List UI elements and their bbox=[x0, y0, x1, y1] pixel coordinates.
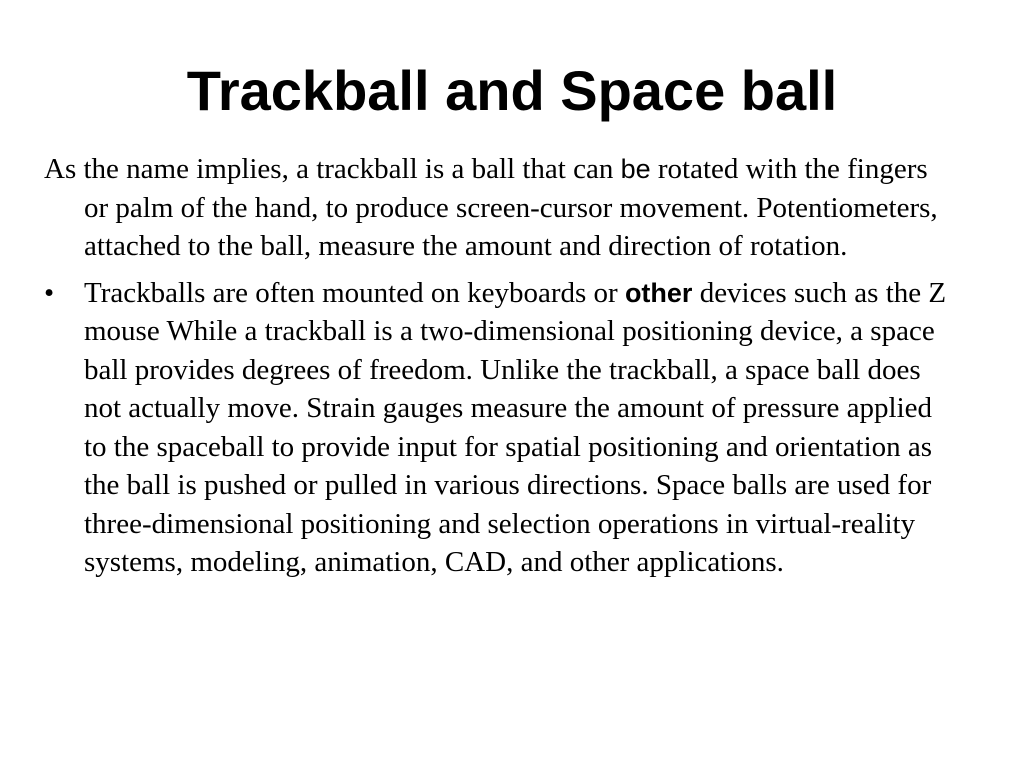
intro-emphasis-word: be bbox=[620, 154, 651, 184]
intro-text-part2: rotated with the fingers or palm of the hand, to produce screen-cursor movement. Potentiometers, attached to the ball, measure the amount and direction of rotation. bbox=[84, 153, 938, 262]
bullet-item bbox=[44, 274, 949, 582]
bullet-text-part1: Trackballs are often mounted on keyboards or bbox=[84, 276, 625, 309]
intro-text-part1: As the name implies, a trackball is a ball that can bbox=[44, 153, 621, 185]
intro-paragraph bbox=[44, 150, 949, 266]
bullet-marker: • bbox=[44, 276, 55, 309]
slide-title: Trackball and Space ball bbox=[186, 59, 838, 122]
bullet-emphasis-word: other bbox=[624, 277, 693, 308]
slide-body bbox=[44, 150, 949, 582]
bullet-text-part2: devices such as the Z mouse While a trackball is a two-dimensional positioning device, a space ball provides degrees of freedom. Unlike the trackball, a space ball does not actually move. Strain gauges measure the amount of pressure applied to the spaceball to provide input for spatial positioning and orientation as the ball is pushed or pulled in various directions. Space balls are used for three-dimensional positioning and selection operations in virtual-reality systems, modeling, animation, CAD, and other applications. bbox=[84, 276, 947, 578]
